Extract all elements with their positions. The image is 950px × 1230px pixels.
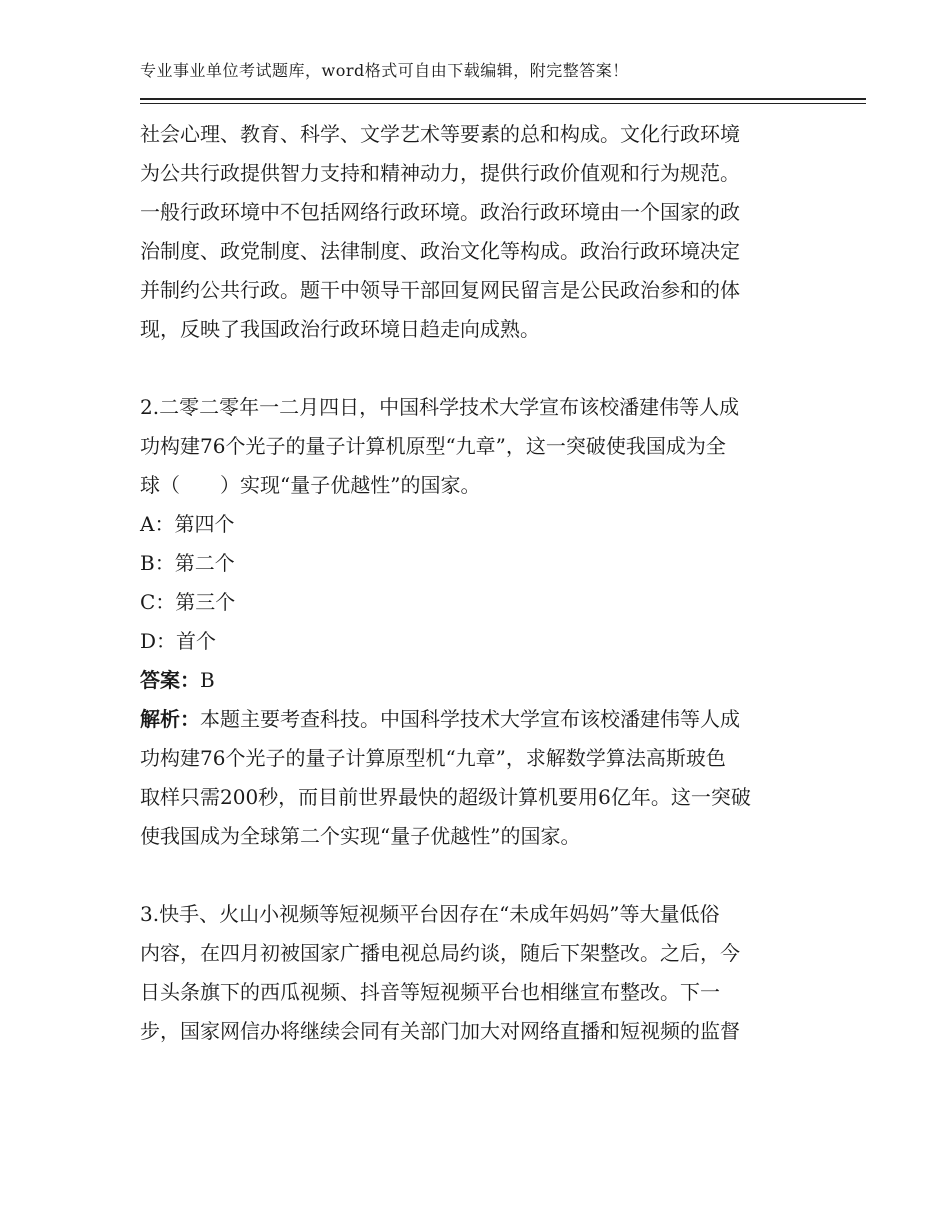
question-stem-line: 2.二零二零年一二月四日，中国科学技术大学宣布该校潘建伟等人成 [140,395,740,419]
text-line: 一般行政环境中不包括网络行政环境。政治行政环境由一个国家的政 [140,200,740,224]
text-line: 并制约公共行政。题干中领导干部回复网民留言是公民政治参和的体 [140,278,740,302]
previous-analysis [140,115,820,349]
header-divider-thin [140,103,866,104]
question-stem-line: 功构建76个光子的量子计算机原型“九章”，这一突破使我国成为全 [140,434,726,458]
text-line: 社会心理、教育、科学、文学艺术等要素的总和构成。文化行政环境 [140,122,740,146]
question-3 [140,895,820,1051]
option-d: D：首个 [140,629,217,653]
page-header: 专业事业单位考试题库，word格式可自由下载编辑，附完整答案！ [140,61,629,80]
option-c: C：第三个 [140,590,236,614]
text-line: 现，反映了我国政治行政环境日趋走向成熟。 [140,317,540,341]
analysis-line: 取样只需200秒，而目前世界最快的超级计算机要用6亿年。这一突破 [140,785,751,809]
question-2 [140,388,820,856]
question-stem-line: 步，国家网信办将继续会同有关部门加大对网络直播和短视频的监督 [140,1019,740,1043]
analysis-line: 使我国成为全球第二个实现“量子优越性”的国家。 [140,824,581,848]
answer-value: B [200,668,215,692]
text-line: 为公共行政提供智力支持和精神动力，提供行政价值观和行为规范。 [140,161,740,185]
option-b: B：第二个 [140,551,235,575]
answer-line [140,661,820,700]
spacer [140,856,820,895]
analysis-label: 解析： [140,707,200,731]
spacer [140,349,820,388]
header-divider-thick [140,98,866,100]
analysis-line [140,700,820,739]
option-a: A：第四个 [140,512,235,536]
analysis-text: 本题主要考查科技。中国科学技术大学宣布该校潘建伟等人成 [200,707,740,731]
text-line: 治制度、政党制度、法律制度、政治文化等构成。政治行政环境决定 [140,239,740,263]
question-stem-line: 日头条旗下的西瓜视频、抖音等短视频平台也相继宣布整改。下一 [140,980,720,1004]
answer-label: 答案： [140,668,200,692]
question-stem-line: 3.快手、火山小视频等短视频平台因存在“未成年妈妈”等大量低俗 [140,902,720,926]
document-body [140,115,820,1051]
question-stem-line: 球（ ）实现“量子优越性”的国家。 [140,473,481,497]
question-stem-line: 内容，在四月初被国家广播电视总局约谈，随后下架整改。之后，今 [140,941,740,965]
analysis-line: 功构建76个光子的量子计算原型机“九章”，求解数学算法高斯玻色 [140,746,726,770]
